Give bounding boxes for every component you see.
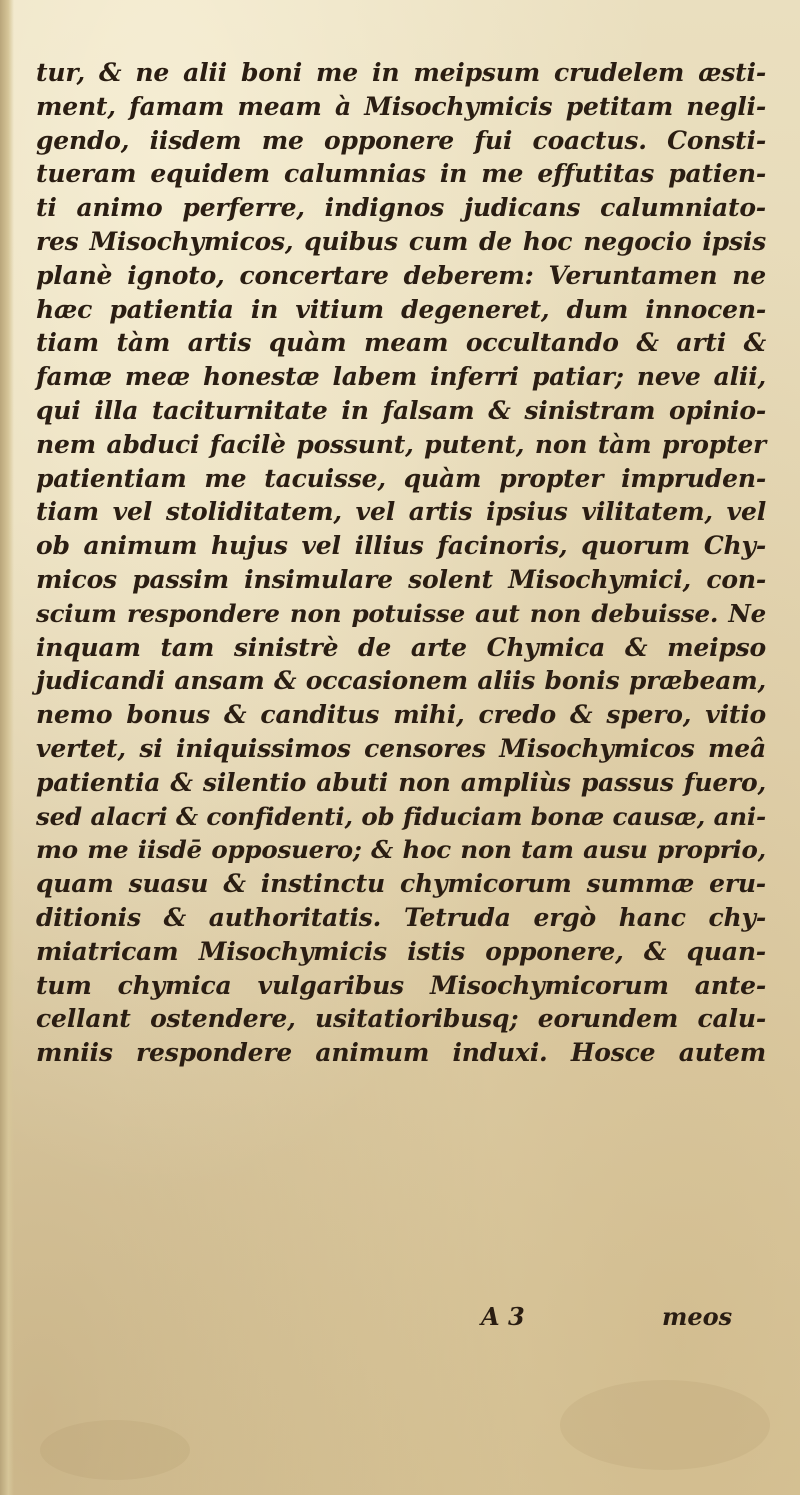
page-gutter [0, 0, 14, 1495]
text-line: res Misochymicos, quibus cum de hoc negocio ipsis [36, 226, 766, 256]
text-line: miatricam Misochymicis istis opponere, & quan- [36, 936, 766, 966]
text-line: micos passim insimulare solent Misochymici, con- [36, 564, 766, 594]
text-line: ti animo perferre, indignos judicans calumniato- [36, 193, 766, 223]
text-line: judicandi ansam & occasionem aliis bonis præbeam, [36, 666, 766, 696]
paper-stain [40, 1420, 190, 1480]
text-line: famæ meæ honestæ labem inferri patiar; neve alii, [36, 362, 766, 392]
text-line: tum chymica vulgaribus Misochymicorum ante- [36, 970, 766, 1000]
signature-mark: A 3 [481, 1302, 525, 1331]
text-line: vertet, si iniquissimos censores Misochymicos meâ [36, 733, 766, 763]
text-line: ditionis & authoritatis. Tetruda ergò hanc chy- [36, 902, 766, 932]
text-line: cellant ostendere, usitatioribusq; eorundem calu- [36, 1004, 766, 1034]
text-line: planè ignoto, concertare deberem: Veruntamen ne [36, 260, 766, 290]
text-line: scium respondere non potuisse aut non debuisse. Ne [36, 598, 766, 628]
text-line: ob animum hujus vel illius facinoris, quorum Chy- [36, 531, 766, 561]
text-line: tiam tàm artis quàm meam occultando & arti & [36, 328, 766, 358]
text-line: ment, famam meam à Misochymicis petitam negli- [36, 91, 766, 121]
text-line: tur, & ne alii boni me in meipsum crudelem æsti- [36, 58, 766, 87]
text-line: quam suasu & instinctu chymicorum summæ eru- [36, 869, 766, 899]
text-line: gendo, iisdem me opponere fui coactus. Consti- [36, 125, 766, 155]
text-line: sed alacri & confidenti, ob fiduciam bonæ causæ, ani- [36, 801, 766, 831]
catchword: meos [662, 1302, 733, 1331]
text-line: hæc patientia in vitium degeneret, dum innocen- [36, 294, 766, 324]
text-line: mniis respondere animum induxi. Hosce autem [36, 1038, 766, 1068]
text-line: tueram equidem calumnias in me effutitas patien- [36, 159, 766, 189]
text-line: qui illa taciturnitate in falsam & sinistram opinio- [36, 395, 766, 425]
body-text [36, 56, 766, 1070]
text-line: nemo bonus & canditus mihi, credo & spero, vitio [36, 700, 766, 730]
text-line: mo me iisdē opposuero; & hoc non tam ausu proprio, [36, 835, 766, 865]
text-line: tiam vel stoliditatem, vel artis ipsius vilitatem, vel [36, 497, 766, 527]
text-line: patientia & silentio abuti non ampliùs passus fuero, [36, 767, 766, 797]
text-line: nem abduci facilè possunt, putent, non tàm propter [36, 429, 766, 459]
page-footer [36, 1302, 766, 1336]
text-line: patientiam me tacuisse, quàm propter impruden- [36, 463, 766, 493]
text-line: inquam tam sinistrè de arte Chymica & meipso [36, 632, 766, 662]
paper-stain [560, 1380, 770, 1470]
